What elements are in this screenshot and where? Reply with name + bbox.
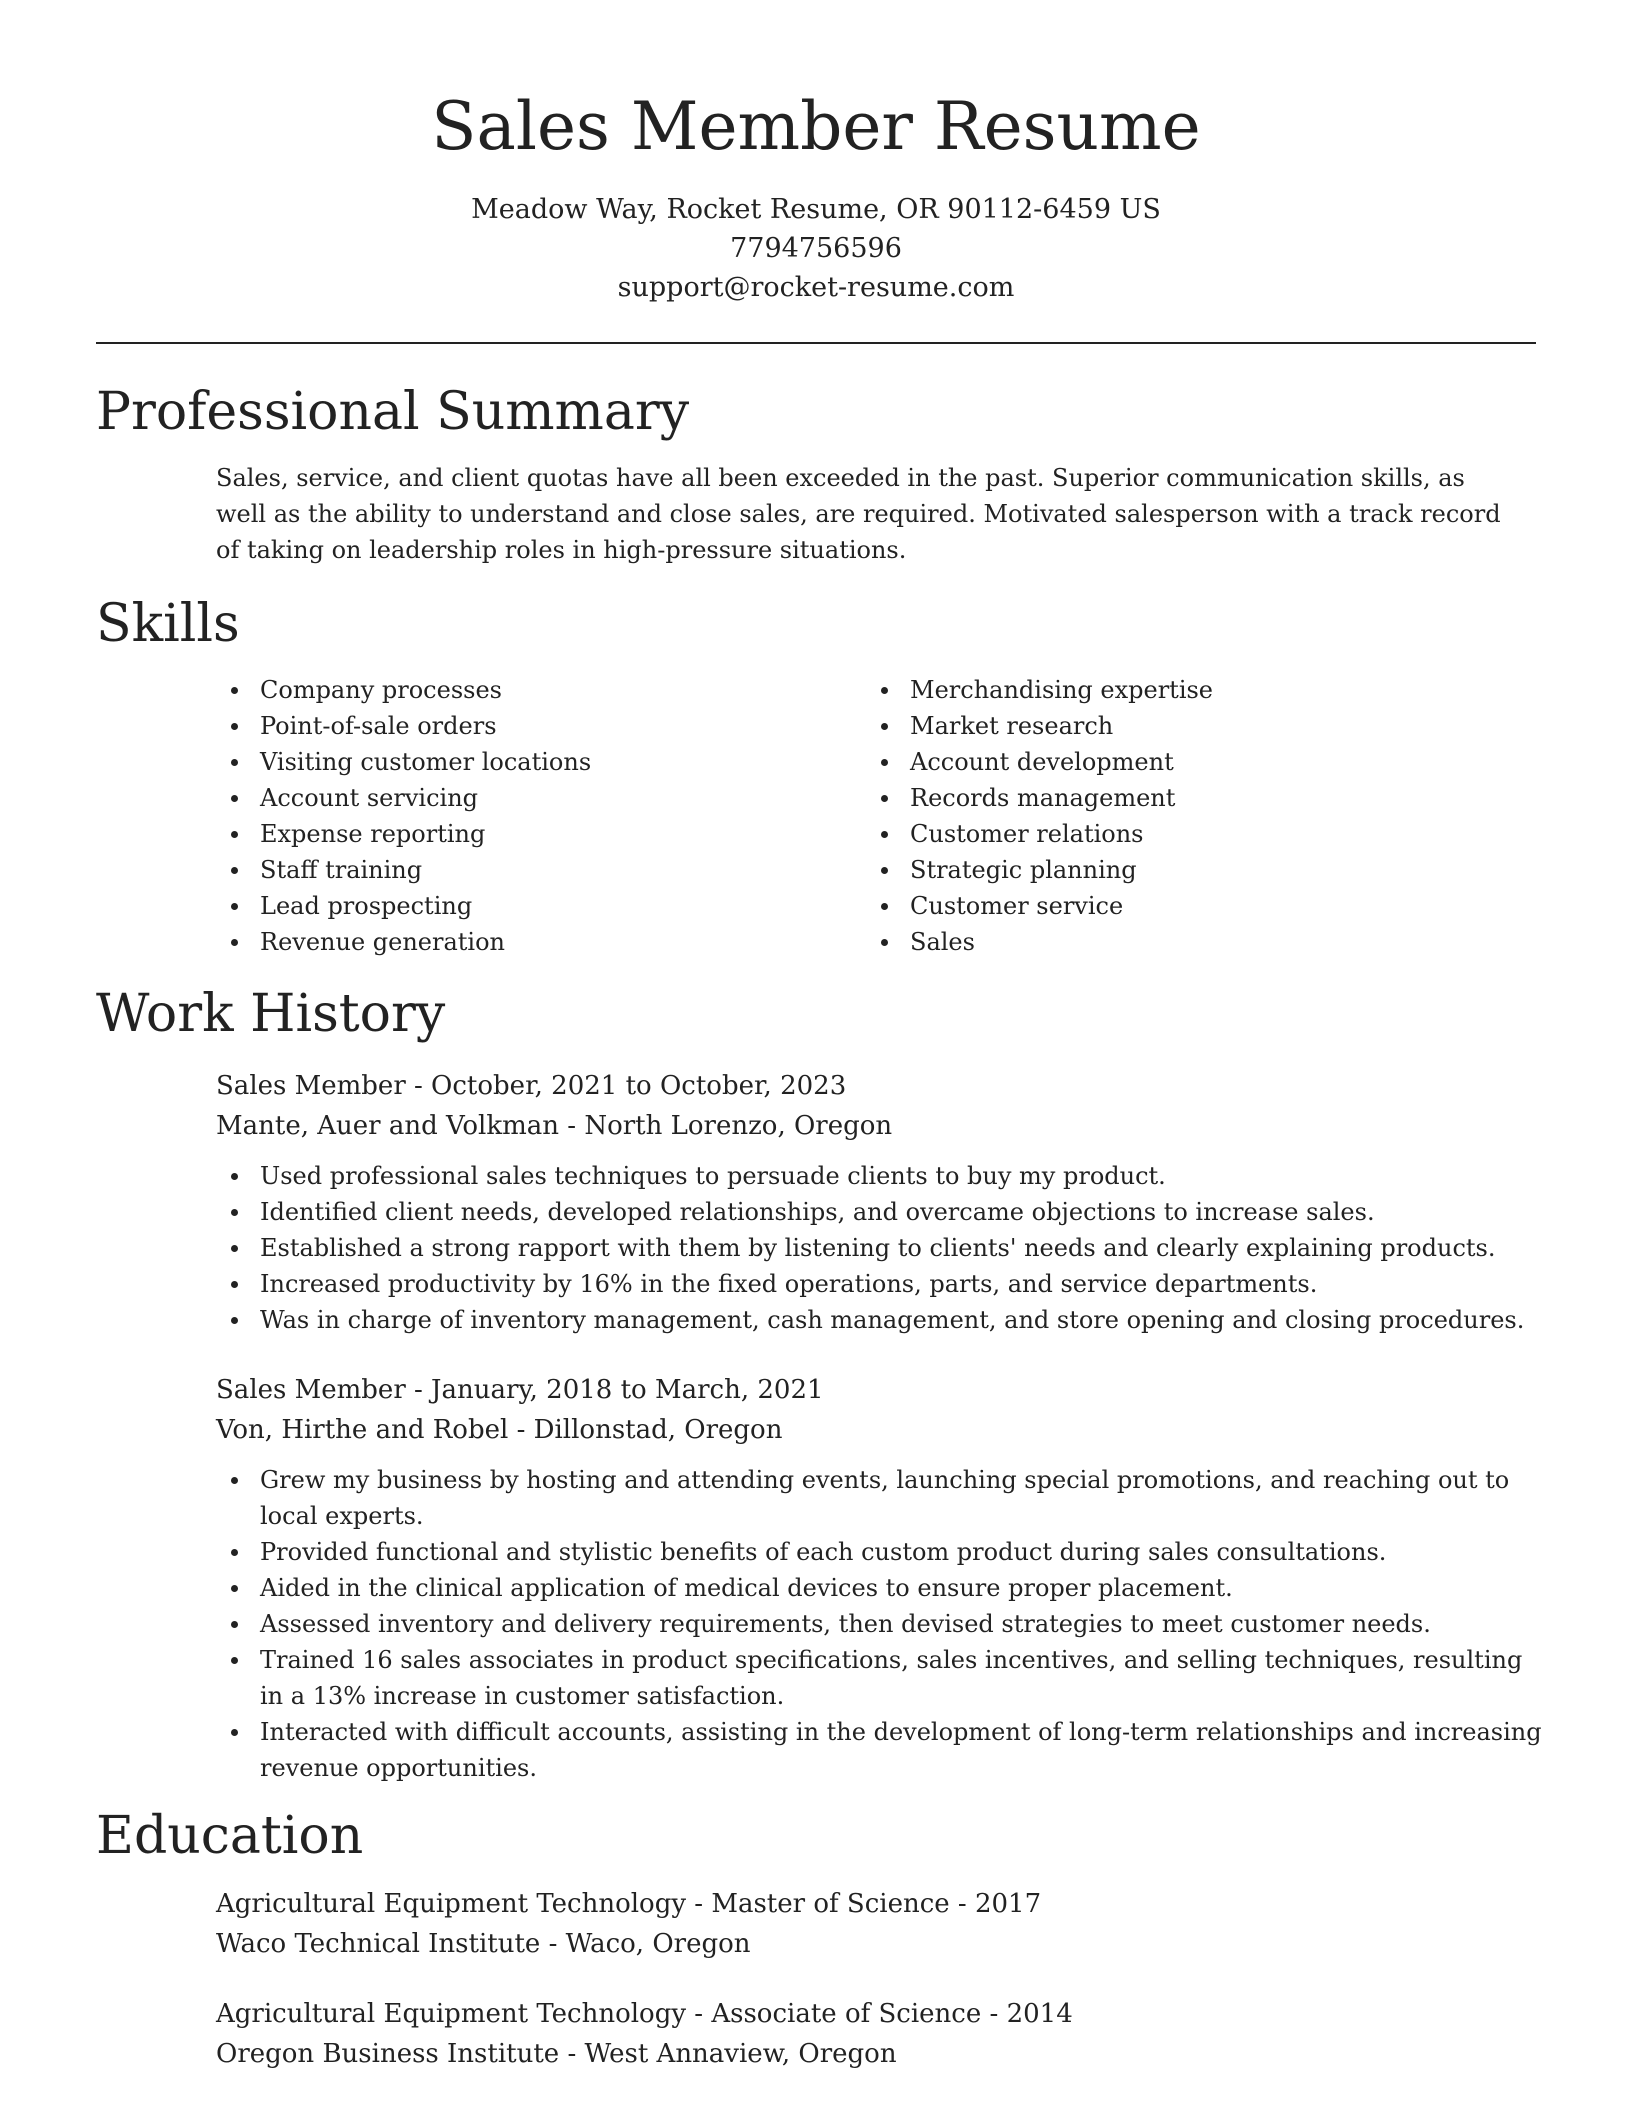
list-item: Grew my business by hosting and attending events, launching special promotions, and reaching out to local experts. xyxy=(216,1462,1546,1534)
education-degree-line: Agricultural Equipment Technology - Master of Science - 2017 xyxy=(216,1889,1042,1919)
list-item: Provided functional and stylistic benefits of each custom product during sales consultations. xyxy=(216,1534,1546,1570)
list-item: Customer relations xyxy=(866,816,1466,852)
education-heading: Education xyxy=(96,1806,364,1866)
list-item: Aided in the clinical application of medical devices to ensure proper placement. xyxy=(216,1570,1546,1606)
list-item: Strategic planning xyxy=(866,852,1466,888)
header-divider xyxy=(96,342,1536,344)
list-item: Trained 16 sales associates in product specifications, sales incentives, and selling techniques, resulting in a 13% increase in customer satisfaction. xyxy=(216,1642,1546,1714)
job-title-line: Sales Member - October, 2021 to October, 2023 xyxy=(216,1071,847,1101)
work-history-heading: Work History xyxy=(96,984,446,1044)
contact-address: Meadow Way, Rocket Resume, OR 90112-6459 US xyxy=(471,194,1161,225)
contact-email: support@rocket-resume.com xyxy=(617,272,1015,303)
job-title-line: Sales Member - January, 2018 to March, 2021 xyxy=(216,1375,824,1405)
education-entry xyxy=(216,1884,1520,1964)
skills-right-list xyxy=(866,672,1466,960)
job-company-line: Mante, Auer and Volkman - North Lorenzo, Oregon xyxy=(216,1111,893,1141)
list-item: Expense reporting xyxy=(216,816,816,852)
list-item: Records management xyxy=(866,780,1466,816)
list-item: Account servicing xyxy=(216,780,816,816)
education-school-line: Oregon Business Institute - West Annaview, Oregon xyxy=(216,2039,897,2069)
list-item: Merchandising expertise xyxy=(866,672,1466,708)
list-item: Interacted with difficult accounts, assisting in the development of long-term relationships and increasing revenue opportunities. xyxy=(216,1714,1546,1786)
resume-title: Sales Member Resume xyxy=(431,88,1201,165)
job-entry xyxy=(216,1370,1546,1786)
resume-header xyxy=(0,82,1632,172)
contact-phone: 7794756596 xyxy=(730,233,902,264)
education-degree-line: Agricultural Equipment Technology - Associate of Science - 2014 xyxy=(216,1999,1073,2029)
list-item: Account development xyxy=(866,744,1466,780)
list-item: Staff training xyxy=(216,852,816,888)
list-item: Market research xyxy=(866,708,1466,744)
list-item: Visiting customer locations xyxy=(216,744,816,780)
summary-heading: Professional Summary xyxy=(96,382,690,442)
list-item: Point-of-sale orders xyxy=(216,708,816,744)
list-item: Sales xyxy=(866,924,1466,960)
education-school-line: Waco Technical Institute - Waco, Oregon xyxy=(216,1929,751,1959)
summary-text: Sales, service, and client quotas have all been exceeded in the past. Superior communication skills, as well as the ability to understand and close sales, are required. Motivated salesperson with a track record of taking on leadership roles in high-pressure situations. xyxy=(216,464,1501,564)
skills-left-column xyxy=(216,672,816,960)
skills-right-column xyxy=(866,672,1466,960)
list-item: Was in charge of inventory management, cash management, and store opening and closing procedures. xyxy=(216,1302,1546,1338)
job-bullets xyxy=(216,1158,1546,1338)
list-item: Revenue generation xyxy=(216,924,816,960)
list-item: Customer service xyxy=(866,888,1466,924)
list-item: Lead prospecting xyxy=(216,888,816,924)
education-entry xyxy=(216,1994,1520,2074)
job-company-line: Von, Hirthe and Robel - Dillonstad, Oregon xyxy=(216,1415,783,1445)
list-item: Established a strong rapport with them by listening to clients' needs and clearly explaining products. xyxy=(216,1230,1546,1266)
list-item: Increased productivity by 16% in the fixed operations, parts, and service departments. xyxy=(216,1266,1546,1302)
list-item: Assessed inventory and delivery requirements, then devised strategies to meet customer needs. xyxy=(216,1606,1546,1642)
contact-block xyxy=(0,190,1632,307)
list-item: Used professional sales techniques to persuade clients to buy my product. xyxy=(216,1158,1546,1194)
list-item: Identified client needs, developed relationships, and overcame objections to increase sales. xyxy=(216,1194,1546,1230)
job-bullets xyxy=(216,1462,1546,1786)
job-entry xyxy=(216,1066,1546,1338)
skills-left-list xyxy=(216,672,816,960)
list-item: Company processes xyxy=(216,672,816,708)
skills-heading: Skills xyxy=(96,594,240,654)
